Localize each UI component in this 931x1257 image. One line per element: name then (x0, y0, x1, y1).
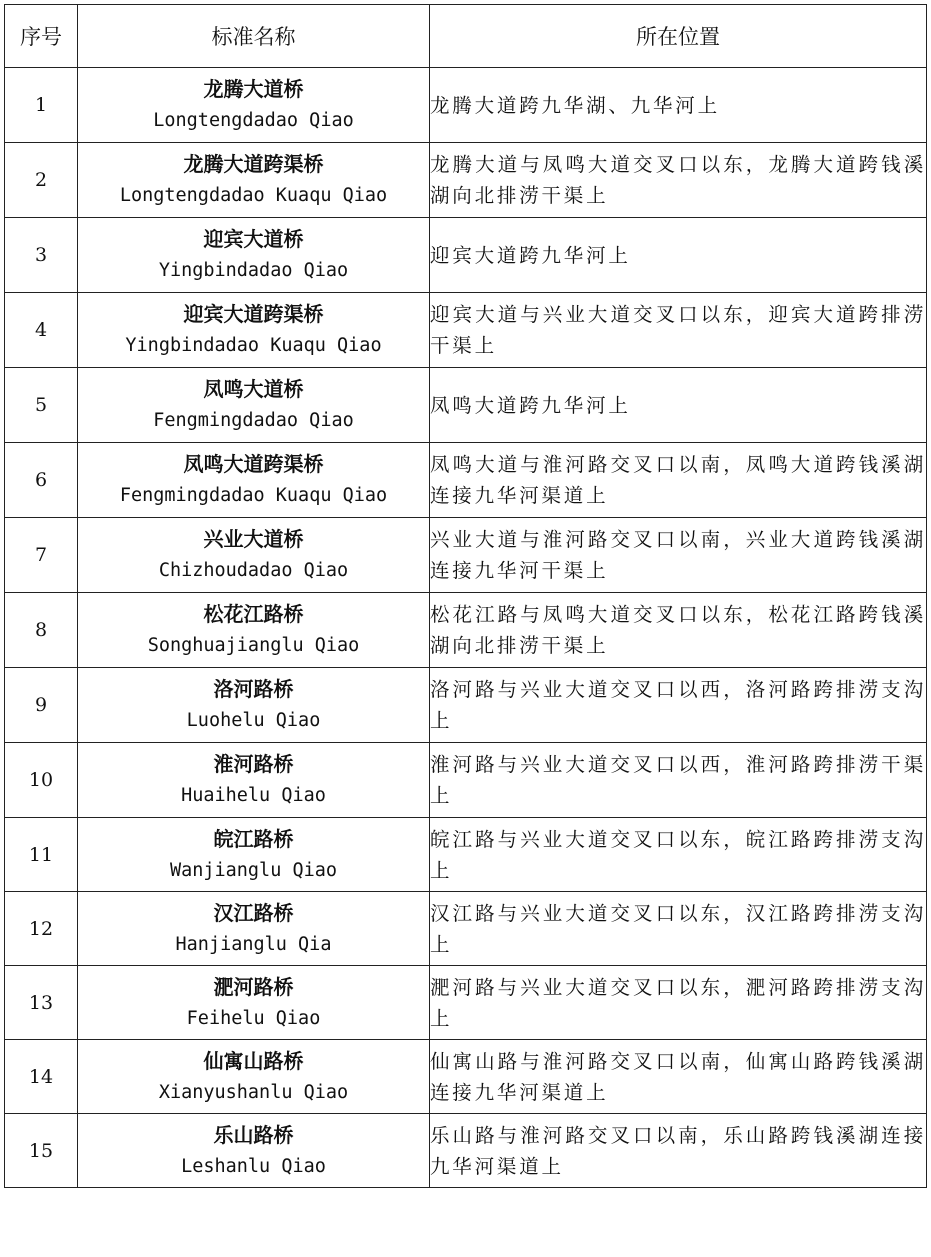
row-number: 13 (5, 966, 78, 1040)
table-row (5, 443, 927, 518)
row-number: 15 (5, 1114, 78, 1188)
row-number: 8 (5, 593, 78, 668)
bridge-name-chinese: 龙腾大道桥 (203, 77, 304, 101)
bridge-name-cell (78, 668, 430, 743)
table-row (5, 68, 927, 143)
bridge-name-chinese: 龙腾大道跨渠桥 (183, 152, 324, 176)
bridge-name-pinyin: Feihelu Qiao (186, 1007, 321, 1029)
bridge-name-chinese: 淮河路桥 (213, 752, 294, 776)
bridge-name-chinese: 汉江路桥 (213, 900, 294, 925)
table-row (5, 1040, 927, 1114)
header-serial-number: 序号 (5, 5, 78, 68)
bridge-name-pinyin: Longtengdadao Kuaqu Qiao (119, 185, 388, 206)
bridge-name-pinyin: Wanjianglu Qiao (169, 859, 338, 881)
bridge-location: 龙腾大道跨九华湖、九华河上 (430, 68, 927, 143)
bridge-name-chinese: 迎宾大道跨渠桥 (183, 302, 324, 326)
row-number: 10 (5, 743, 78, 818)
bridge-name-cell (78, 966, 430, 1040)
table-row (5, 218, 927, 293)
bridge-name-cell (78, 218, 430, 293)
table-row (5, 368, 927, 443)
bridge-name-pinyin: Chizhoudadao Qiao (158, 560, 349, 581)
row-number: 1 (5, 68, 78, 143)
bridge-name-chinese: 乐山路桥 (213, 1122, 294, 1147)
table-header-row (5, 5, 927, 68)
bridge-name-cell (78, 1114, 430, 1188)
bridge-location: 仙寓山路与淮河路交叉口以南，仙寓山路跨钱溪湖连接九华河渠道上 (430, 1040, 927, 1114)
bridge-name-chinese: 兴业大道桥 (203, 527, 304, 551)
table-row (5, 668, 927, 743)
row-number: 14 (5, 1040, 78, 1114)
bridge-name-cell (78, 293, 430, 368)
bridge-location: 迎宾大道跨九华河上 (430, 218, 927, 293)
bridge-location: 凤鸣大道跨九华河上 (430, 368, 927, 443)
bridge-name-pinyin: Luohelu Qiao (186, 710, 321, 731)
bridge-location: 汉江路与兴业大道交叉口以东，汉江路跨排涝支沟上 (430, 892, 927, 966)
bridge-name-pinyin: Huaihelu Qiao (181, 785, 326, 806)
table-row (5, 143, 927, 218)
bridge-name-chinese: 皖江路桥 (213, 826, 294, 851)
table-row (5, 293, 927, 368)
row-number: 12 (5, 892, 78, 966)
table-row (5, 966, 927, 1040)
bridge-name-cell (78, 818, 430, 892)
bridge-name-table (4, 4, 927, 1188)
row-number: 2 (5, 143, 78, 218)
row-number: 6 (5, 443, 78, 518)
bridge-name-cell (78, 1040, 430, 1114)
row-number: 11 (5, 818, 78, 892)
bridge-location: 皖江路与兴业大道交叉口以东，皖江路跨排涝支沟上 (430, 818, 927, 892)
bridge-name-cell (78, 743, 430, 818)
bridge-name-pinyin: Longtengdadao Qiao (153, 110, 354, 131)
bridge-name-pinyin: Xianyushanlu Qiao (158, 1081, 349, 1103)
bridge-name-cell (78, 443, 430, 518)
bridge-name-pinyin: Yingbindadao Kuaqu Qiao (125, 335, 382, 356)
header-location: 所在位置 (430, 5, 927, 68)
table-row (5, 593, 927, 668)
bridge-name-cell (78, 518, 430, 593)
table-row (5, 1114, 927, 1188)
bridge-name-cell (78, 68, 430, 143)
bridge-name-chinese: 洛河路桥 (213, 677, 294, 701)
bridge-name-pinyin: Songhuajianglu Qiao (147, 635, 360, 656)
bridge-location: 兴业大道与淮河路交叉口以南，兴业大道跨钱溪湖连接九华河干渠上 (430, 518, 927, 593)
bridge-name-pinyin: Fengmingdadao Kuaqu Qiao (119, 485, 388, 506)
table-row (5, 892, 927, 966)
bridge-name-chinese: 凤鸣大道跨渠桥 (183, 452, 324, 476)
row-number: 3 (5, 218, 78, 293)
row-number: 5 (5, 368, 78, 443)
bridge-location: 洛河路与兴业大道交叉口以西，洛河路跨排涝支沟上 (430, 668, 927, 743)
bridge-location: 淝河路与兴业大道交叉口以东，淝河路跨排涝支沟上 (430, 966, 927, 1040)
bridge-location: 凤鸣大道与淮河路交叉口以南，凤鸣大道跨钱溪湖连接九华河渠道上 (430, 443, 927, 518)
table-row (5, 743, 927, 818)
bridge-location: 迎宾大道与兴业大道交叉口以东，迎宾大道跨排涝干渠上 (430, 293, 927, 368)
bridge-location: 淮河路与兴业大道交叉口以西，淮河路跨排涝干渠上 (430, 743, 927, 818)
row-number: 9 (5, 668, 78, 743)
table-row (5, 818, 927, 892)
bridge-name-pinyin: Hanjianglu Qia (175, 933, 332, 955)
bridge-location: 松花江路与凤鸣大道交叉口以东，松花江路跨钱溪湖向北排涝干渠上 (430, 593, 927, 668)
bridge-name-cell (78, 892, 430, 966)
table-row (5, 518, 927, 593)
bridge-location: 龙腾大道与凤鸣大道交叉口以东，龙腾大道跨钱溪湖向北排涝干渠上 (430, 143, 927, 218)
bridge-name-cell (78, 368, 430, 443)
row-number: 4 (5, 293, 78, 368)
bridge-name-chinese: 淝河路桥 (213, 974, 294, 999)
bridge-name-chinese: 凤鸣大道桥 (203, 377, 304, 401)
bridge-location: 乐山路与淮河路交叉口以南，乐山路跨钱溪湖连接九华河渠道上 (430, 1114, 927, 1188)
bridge-name-chinese: 迎宾大道桥 (203, 227, 304, 251)
bridge-name-pinyin: Yingbindadao Qiao (158, 260, 349, 281)
row-number: 7 (5, 518, 78, 593)
bridge-name-chinese: 松花江路桥 (203, 602, 304, 626)
bridge-name-chinese: 仙寓山路桥 (203, 1048, 304, 1073)
bridge-name-cell (78, 593, 430, 668)
header-standard-name: 标准名称 (78, 5, 430, 68)
bridge-name-cell (78, 143, 430, 218)
bridge-name-pinyin: Fengmingdadao Qiao (153, 410, 354, 431)
bridge-name-pinyin: Leshanlu Qiao (181, 1155, 326, 1177)
